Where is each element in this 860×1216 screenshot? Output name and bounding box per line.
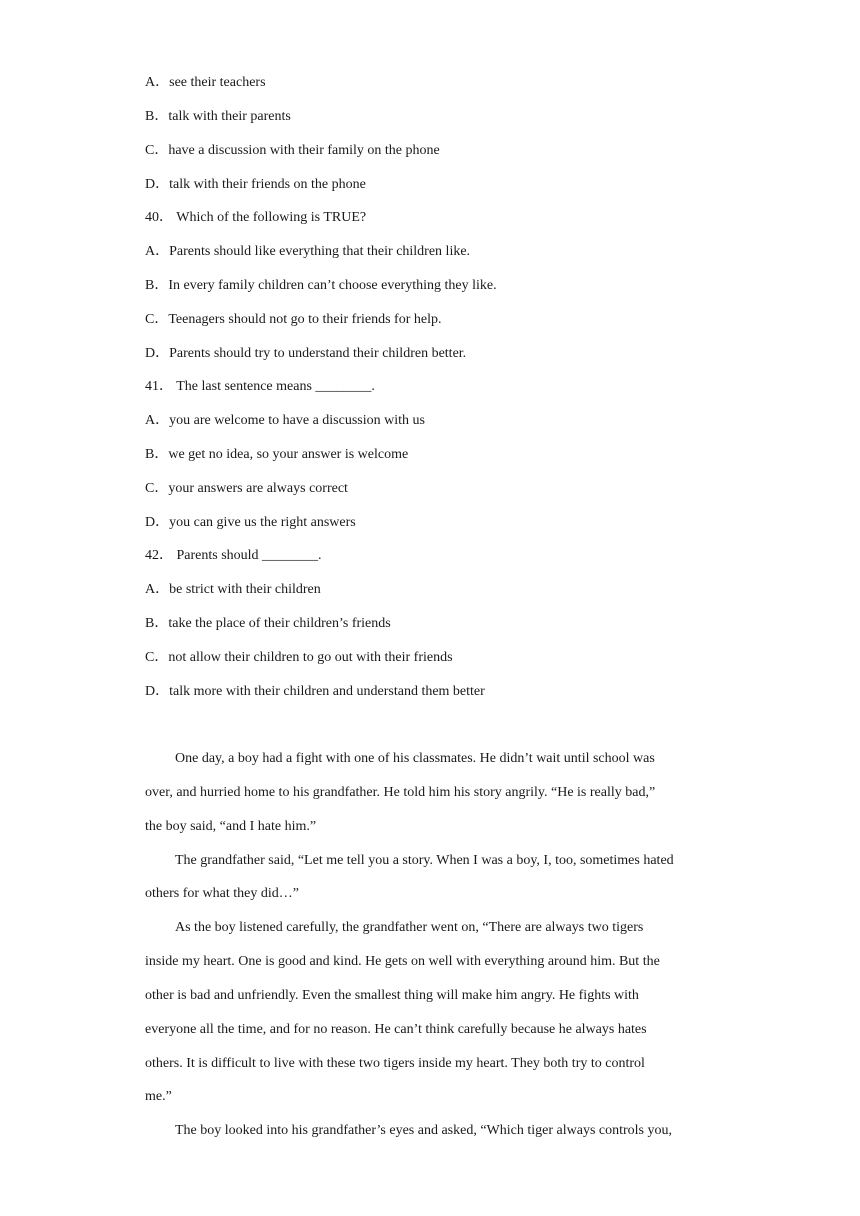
option-c (145, 141, 440, 161)
option-letter: C． (145, 312, 169, 327)
passage-line: The boy looked into his grandfather’s eyes and asked, “Which tiger always controls you, (175, 1123, 672, 1138)
question-number: 41． (145, 379, 173, 394)
option-a (145, 242, 470, 262)
option-letter: B． (145, 109, 169, 124)
option-text: you are welcome to have a discussion with us (169, 413, 425, 428)
passage-line: One day, a boy had a fight with one of his classmates. He didn’t wait until school was (175, 751, 655, 766)
option-b (145, 614, 391, 634)
option-letter: B． (145, 616, 169, 631)
option-text: In every family children can’t choose everything they like. (168, 278, 497, 293)
option-a (145, 411, 425, 431)
option-text: Teenagers should not go to their friends for help. (168, 312, 442, 327)
option-b (145, 276, 497, 296)
option-text: your answers are always correct (168, 481, 348, 496)
option-letter: C． (145, 143, 169, 158)
option-text: you can give us the right answers (169, 515, 356, 530)
option-c (145, 648, 453, 668)
option-d (145, 344, 466, 364)
option-text: Parents should try to understand their children better. (169, 346, 467, 361)
option-letter: D． (145, 177, 170, 192)
option-text: talk more with their children and understand them better (169, 684, 485, 699)
option-letter: A． (145, 244, 170, 259)
option-letter: D． (145, 346, 170, 361)
question-text: The last sentence means ________. (173, 379, 375, 394)
question-number: 40． (145, 210, 173, 225)
passage-line: everyone all the time, and for no reason. He can’t think carefully because he always hates (145, 1022, 647, 1037)
option-b (145, 445, 408, 465)
passage-line: others. It is difficult to live with these two tigers inside my heart. They both try to control (145, 1056, 645, 1071)
question-42 (145, 546, 322, 566)
option-d (145, 175, 366, 195)
option-text: Parents should like everything that their children like. (169, 244, 471, 259)
question-41 (145, 377, 375, 397)
passage-line: As the boy listened carefully, the grandfather went on, “There are always two tigers (175, 920, 644, 935)
option-letter: B． (145, 278, 169, 293)
option-text: see their teachers (169, 75, 266, 90)
option-letter: A． (145, 582, 170, 597)
question-number: 42． (145, 548, 173, 563)
option-text: not allow their children to go out with their friends (168, 650, 453, 665)
option-text: talk with their parents (168, 109, 291, 124)
passage-line: the boy said, “and I hate him.” (145, 819, 317, 834)
option-letter: A． (145, 413, 170, 428)
option-a (145, 73, 266, 93)
question-text: Parents should ________. (173, 548, 322, 563)
option-text: talk with their friends on the phone (169, 177, 366, 192)
passage-line: inside my heart. One is good and kind. He gets on well with everything around him. But the (145, 954, 660, 969)
option-text: we get no idea, so your answer is welcome (168, 447, 409, 462)
option-c (145, 310, 441, 330)
option-letter: D． (145, 684, 170, 699)
option-d (145, 513, 356, 533)
option-text: have a discussion with their family on the phone (168, 143, 440, 158)
option-letter: C． (145, 481, 169, 496)
option-d (145, 682, 485, 702)
option-text: take the place of their children’s friends (168, 616, 391, 631)
option-letter: A． (145, 75, 170, 90)
passage-line: me.” (145, 1089, 172, 1104)
option-letter: D． (145, 515, 170, 530)
option-b (145, 107, 291, 127)
passage-line: The grandfather said, “Let me tell you a story. When I was a boy, I, too, sometimes hated (175, 853, 674, 868)
option-letter: C． (145, 650, 169, 665)
passage-line: over, and hurried home to his grandfather. He told him his story angrily. “He is really bad,” (145, 785, 656, 800)
option-text: be strict with their children (169, 582, 321, 597)
option-letter: B． (145, 447, 169, 462)
question-text: Which of the following is TRUE? (173, 210, 367, 225)
passage-line: other is bad and unfriendly. Even the smallest thing will make him angry. He fights with (145, 988, 639, 1003)
question-40 (145, 208, 366, 228)
option-a (145, 580, 321, 600)
passage-line: others for what they did…” (145, 886, 299, 901)
option-c (145, 479, 348, 499)
